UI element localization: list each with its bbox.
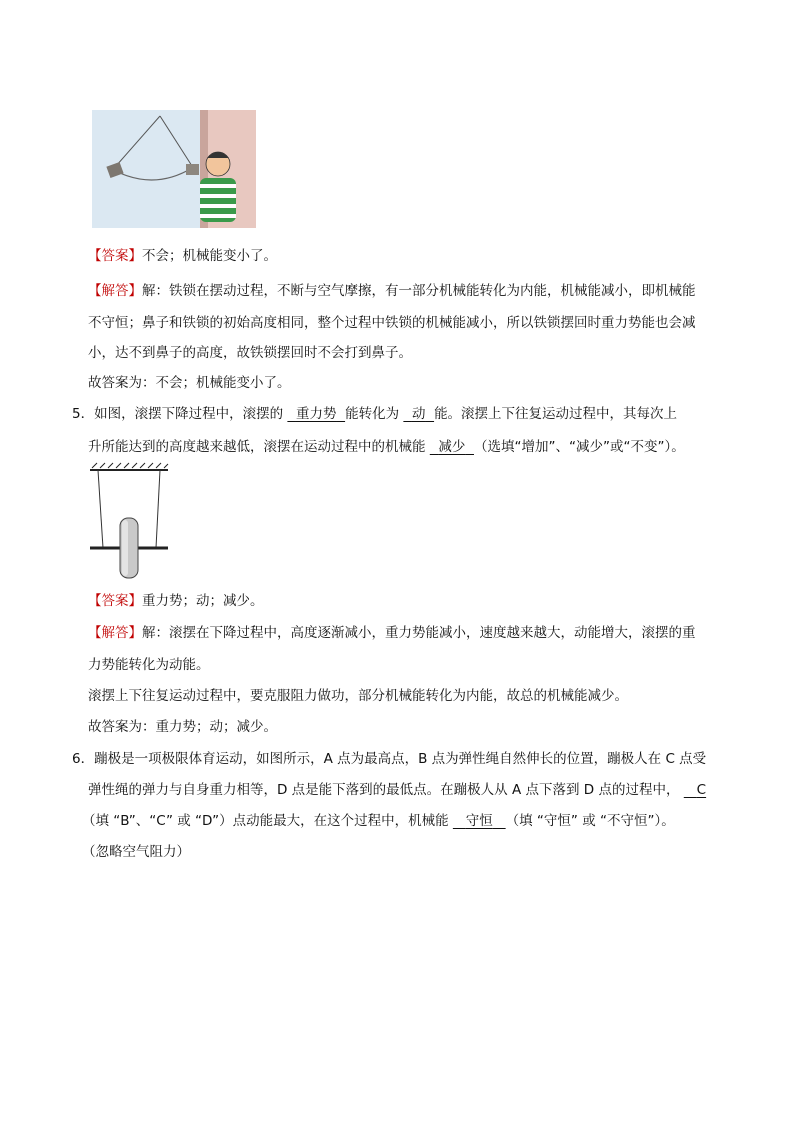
answer-blank-2: 守恒 [465,813,493,829]
answer-blank-1: C [696,782,707,798]
analysis-label: 【解答】 [88,625,142,641]
answer-label: 【答案】 [88,248,142,264]
q5-answer [88,591,264,611]
question-number: 6． [72,751,95,767]
q5-line-1: 5．如图，滚摆下降过程中，滚摆的 重力势 能转化为 动 能。滚摆上下往复运动过程中，其每次上 [72,406,678,422]
question-number: 5． [72,406,95,422]
q6-line-2: 弹性绳的弹力与自身重力相等，D 点是能下落到的最低点。在蹦极人从 A 点下落到 D 点的过程中， C [88,782,707,798]
q6-line-4: （忽略空气阻力） [82,844,190,860]
q4-answer [88,246,277,266]
answer-blank-1: 重力势 [295,406,337,422]
answer-blank-2: 动 [411,406,426,422]
q4-analysis-line-3: 小，达不到鼻子的高度，故铁锁摆回时不会打到鼻子。 [88,345,412,361]
answer-blank-3: 减少 [438,439,466,455]
analysis-text: 解：铁锁在摆动过程，不断与空气摩擦，有一部分机械能转化为内能，机械能减小，即机械能 [142,283,696,299]
rolling-pendulum-figure [88,462,172,582]
pendulum-lock-figure [92,110,256,228]
answer-label: 【答案】 [88,593,142,609]
q5-line-2: 升所能达到的高度越来越低，滚摆在运动过程中的机械能 减少 （选填“增加”、“减少”或“不变”）。 [88,439,685,455]
q5-analysis-line-1 [88,623,696,643]
q6-line-1: 6．蹦极是一项极限体育运动，如图所示，A 点为最高点，B 点为弹性绳自然伸长的位置，蹦极人在 C 点受 [72,751,707,767]
q5-analysis-line-2: 力势能转化为动能。 [88,657,210,673]
q4-analysis-line-2: 不守恒；鼻子和铁锁的初始高度相同，整个过程中铁锁的机械能减小，所以铁锁摆回时重力势能也会减 [88,315,696,331]
q4-analysis-line-1 [88,281,696,301]
q5-analysis-line-3: 滚摆上下往复运动过程中，要克服阻力做功，部分机械能转化为内能，故总的机械能减少。 [88,688,628,704]
q4-conclusion: 故答案为：不会；机械能变小了。 [88,375,291,391]
analysis-text: 解：滚摆在下降过程中，高度逐渐减小，重力势能减小，速度越来越大，动能增大，滚摆的重 [142,625,696,641]
q5-conclusion: 故答案为：重力势；动；减少。 [88,719,277,735]
analysis-label: 【解答】 [88,283,142,299]
answer-text: 不会；机械能变小了。 [142,248,277,264]
answer-text: 重力势；动；减少。 [142,593,264,609]
q6-line-3: （填 “B”、“C” 或 “D”）点动能最大，在这个过程中，机械能 守恒 （填 “守恒” 或 “不守恒”）。 [82,813,675,829]
